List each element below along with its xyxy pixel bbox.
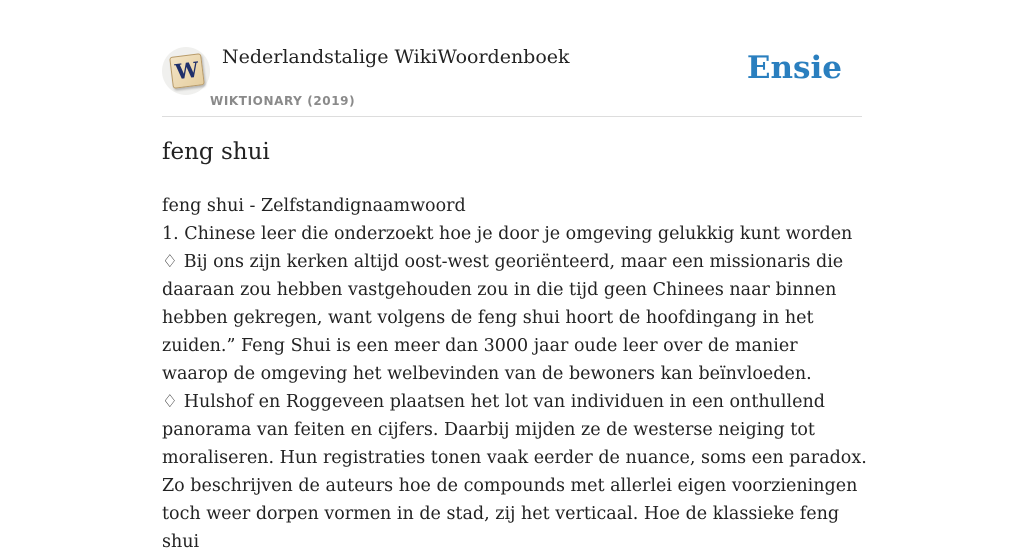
- site-header: [162, 0, 862, 117]
- definition: 1. Chinese leer die onderzoekt hoe je door je omgeving gelukkig kunt worden: [162, 224, 853, 244]
- page-container: [162, 0, 867, 552]
- page-title: feng shui: [162, 139, 270, 165]
- example-sentence: ♢ Bij ons zijn kerken altijd oost-west georiënteerd, maar een missionaris die daaraan zou hebben vastgehouden zou in die tijd geen Chinees naar binnen hebben gekregen, want volgens de feng shui hoort de hoofdingang in het zuiden.” Feng Shui is een meer dan 3000 jaar oude leer over de manier waarop de omgeving het welbevinden van de bewoners kan beïnvloeden.: [162, 248, 867, 388]
- wiktionary-logo-icon[interactable]: [162, 47, 210, 95]
- ensie-brand-logo[interactable]: Ensie: [746, 50, 842, 86]
- headword-line: feng shui - Zelfstandignaamwoord: [162, 196, 466, 216]
- dictionary-entry: [162, 192, 867, 556]
- logo-letter: W: [169, 53, 205, 89]
- site-subtitle: WIKTIONARY (2019): [210, 94, 356, 108]
- example-sentence: ♢ Hulshof en Roggeveen plaatsen het lot van individuen in een onthullend panorama van feiten en cijfers. Daarbij mijden ze de westerse neiging tot moraliseren. Hun registraties tonen vaak eerder de nuance, soms een paradox. Zo beschrijven de auteurs hoe de compounds met allerlei eigen voorzieningen toch weer dorpen vormen in de stad, zij het verticaal. Hoe de klassieke feng shui: [162, 388, 867, 556]
- site-title[interactable]: Nederlandstalige WikiWoordenboek: [222, 46, 570, 68]
